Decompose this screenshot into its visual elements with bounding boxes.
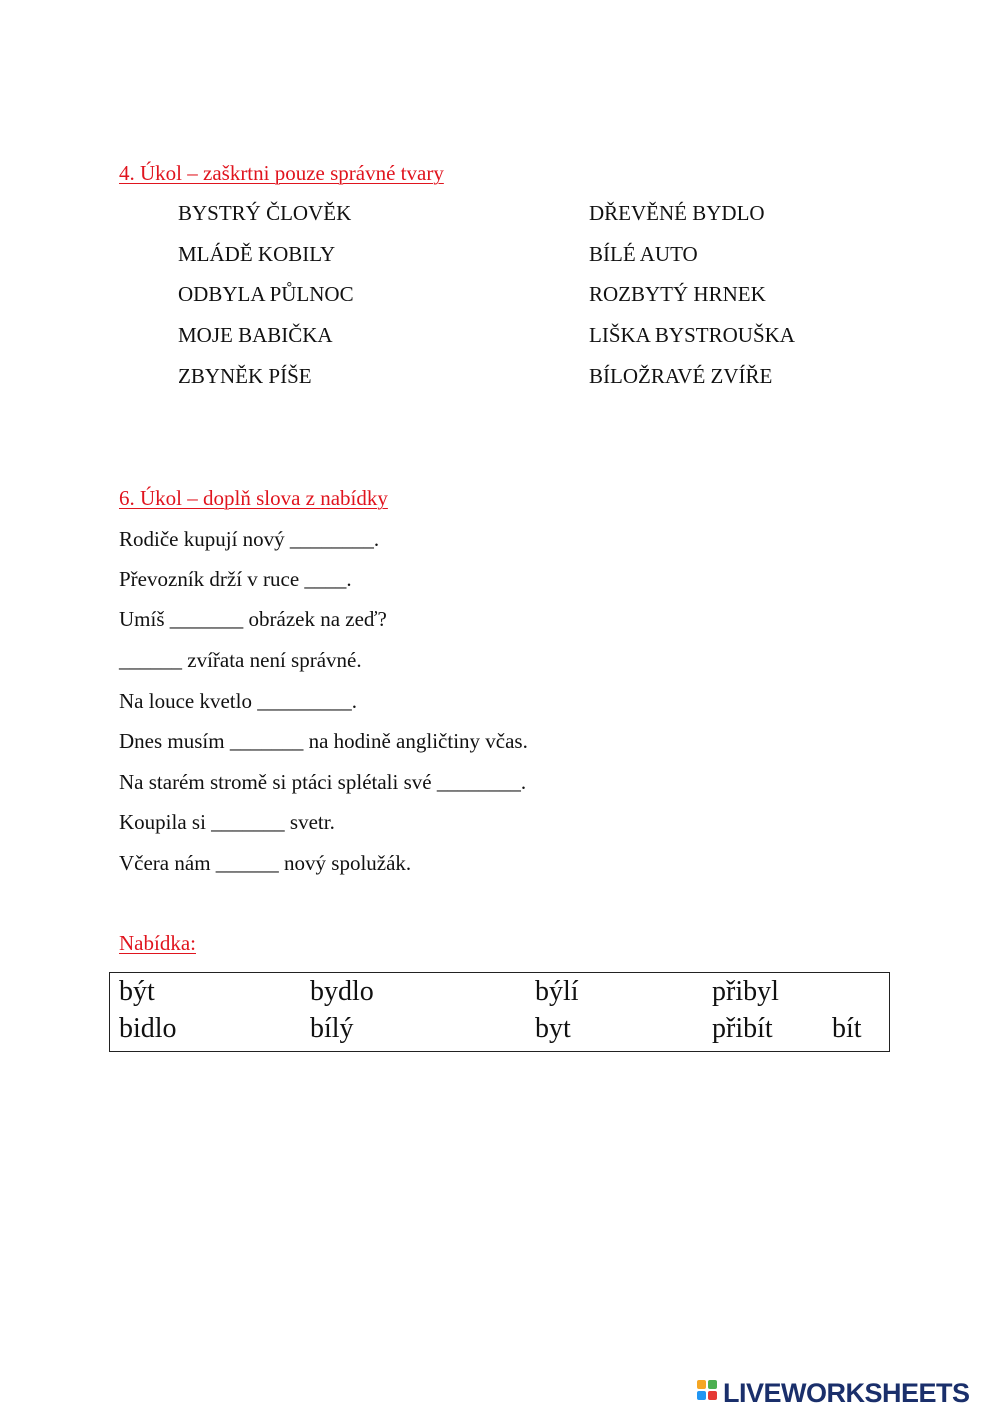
offer-word: byt: [535, 1013, 571, 1044]
offer-heading: Nabídka:: [119, 931, 196, 955]
task4-item-right-3[interactable]: ROZBYTÝ HRNEK: [589, 282, 766, 306]
offer-word: bílý: [310, 1013, 354, 1044]
logo-blocks-icon: [697, 1380, 719, 1406]
task4-item-right-5[interactable]: BÍLOŽRAVÉ ZVÍŘE: [589, 364, 773, 388]
offer-word: býlí: [535, 976, 579, 1007]
task4-item-left-5[interactable]: ZBYNĚK PÍŠE: [178, 364, 312, 388]
sentence-5: Na louce kvetlo _________.: [119, 689, 357, 713]
sentence-2: Převozník drží v ruce ____.: [119, 567, 352, 591]
task4-item-right-2[interactable]: BÍLÉ AUTO: [589, 242, 698, 266]
liveworksheets-logo: [697, 1376, 970, 1410]
offer-word: přibyl: [712, 976, 779, 1007]
sentence-8: Koupila si _______ svetr.: [119, 810, 335, 834]
task4-item-left-2[interactable]: MLÁDĚ KOBILY: [178, 242, 336, 266]
offer-word: bidlo: [119, 1013, 177, 1044]
offer-word: bít: [832, 1013, 862, 1044]
offer-box: [109, 972, 890, 1052]
task4-heading: 4. Úkol – zaškrtni pouze správné tvary: [119, 161, 444, 185]
sentence-4: ______ zvířata není správné.: [119, 648, 362, 672]
task4-item-right-1[interactable]: DŘEVĚNÉ BYDLO: [589, 201, 765, 225]
task4-item-left-1[interactable]: BYSTRÝ ČLOVĚK: [178, 201, 352, 225]
offer-word: přibít: [712, 1013, 773, 1044]
sentence-9: Včera nám ______ nový spolužák.: [119, 851, 412, 875]
task4-item-right-4[interactable]: LIŠKA BYSTROUŠKA: [589, 323, 795, 347]
sentence-1: Rodiče kupují nový ________.: [119, 527, 380, 551]
sentence-3: Umíš _______ obrázek na zeď?: [119, 607, 387, 631]
logo-text: LIVEWORKSHEETS: [723, 1377, 970, 1408]
task4-item-left-4[interactable]: MOJE BABIČKA: [178, 323, 333, 347]
task4-item-left-3[interactable]: ODBYLA PŮLNOC: [178, 282, 354, 306]
sentence-6: Dnes musím _______ na hodině angličtiny včas.: [119, 729, 528, 753]
sentence-7: Na starém stromě si ptáci splétali své ________.: [119, 770, 527, 794]
offer-word: bydlo: [310, 976, 374, 1007]
offer-word: být: [119, 976, 155, 1007]
task6-heading: 6. Úkol – doplň slova z nabídky: [119, 486, 388, 510]
